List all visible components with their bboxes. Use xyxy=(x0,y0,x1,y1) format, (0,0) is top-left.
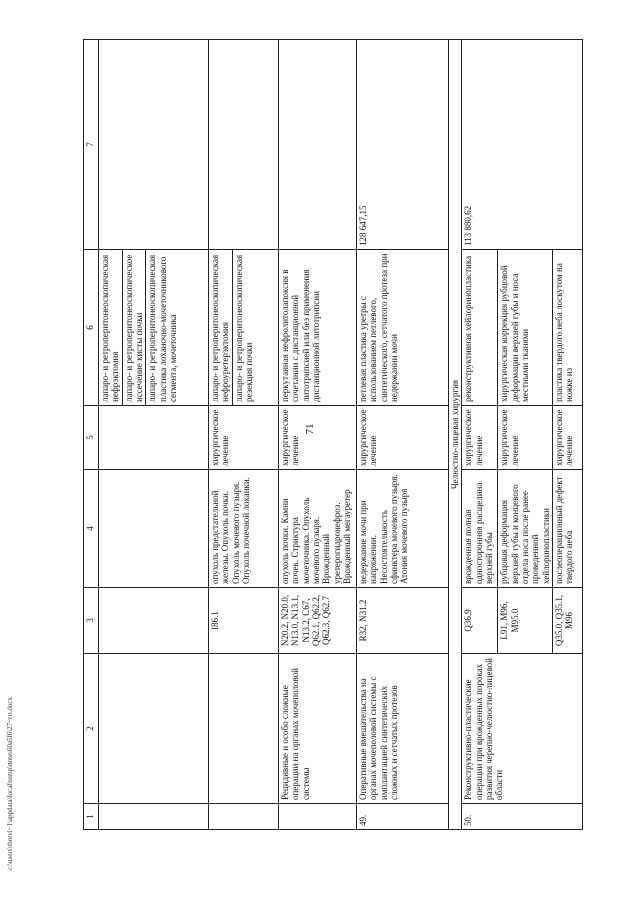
footer-file-path: c:\users\tbotvi~1\appdata\local\temp\notes60a5f6\27~гп.docx xyxy=(6,696,14,870)
price xyxy=(209,40,279,250)
table-row xyxy=(99,40,209,830)
methods-list xyxy=(99,250,179,405)
price: 113 880,62 xyxy=(462,40,583,250)
procedure-name: Рецидивные и особо сложные операции на органах мочеполовой системы xyxy=(279,654,357,804)
diagnosis: недержание мочи при напряжении. Несостоятельность сфинктера мочевого пузыря. Атония мочевого пузыря xyxy=(357,470,449,588)
col-1-header: 1 xyxy=(84,804,99,830)
row-number xyxy=(279,804,357,830)
diagnosis: опухоль почки. Камни почек. Стриктура мочеточника. Опухоль мочевого пузыря. Врожденный уретерогидронефроз. Врожденный мегауретер xyxy=(279,470,357,588)
section-header-row xyxy=(449,40,462,830)
method-item: лапаро- и ретроперитонеоскопическая пластика лоханочно-мочеточникового сегмента, мочеточника xyxy=(147,254,179,402)
col-7-header: 7 xyxy=(84,40,99,250)
treatment-type: хирургическое лечение xyxy=(357,406,449,470)
methods-list xyxy=(209,250,255,405)
col-2-header: 2 xyxy=(84,654,99,804)
row-number: 49. xyxy=(357,804,449,830)
method-item: пластика твердого неба лоскутом на ножке из xyxy=(553,250,583,406)
method-item: перкутанная нефролитолапоксия в сочетании с дистанционной литотрипсией или без применения дистанционной литотрипсии xyxy=(279,250,357,406)
icd-codes: N20.2, N20.0, N13.0, N13.1, N13.2, C67, Q62.1, Q62.2, Q62.3, Q62.7 xyxy=(279,588,357,654)
diagnosis: рубцовая деформация верхней губы и концевого отдела носа после ранее проведенной хейлоринопластики xyxy=(498,470,553,588)
procedure-name xyxy=(99,654,209,804)
treatment-type: хирургическое лечение xyxy=(498,406,553,470)
method-item: лапаро- и ретроперитонеоскопическая нефроуретерэктомия xyxy=(209,250,232,405)
method-item: лапаро- и ретроперитонеоскопическое иссечение кисты почки xyxy=(122,250,146,405)
treatment-type: хирургическое лечение xyxy=(462,406,498,470)
procedure-name: Оперативные вмешательства на органах мочеполовой системы с имплантацией синтетических сложных и сетчатых протезов xyxy=(357,654,449,804)
method-item: лапаро- и ретроперитонеоскопическая резекция почки xyxy=(233,254,255,402)
table-row xyxy=(279,40,357,830)
method-item: хирургическая коррекция рубцовой деформации верхней губы и носа местными тканями xyxy=(498,250,553,406)
icd-codes: Q35.0, Q35.1, M96 xyxy=(553,588,583,654)
procedures-table xyxy=(83,39,583,830)
col-5-header: 5 xyxy=(84,406,99,470)
row-number: 50. xyxy=(462,804,583,830)
procedure-name: Реконструктивно-пластические операции при врожденных пороках развития черепно-челюстно-лицевой области xyxy=(462,654,583,804)
method-item: лапаро- и ретроперитонеоскопическая нефрэктомия xyxy=(99,250,122,405)
page-number: 71 xyxy=(304,423,316,435)
treatment-type: хирургическое лечение xyxy=(279,406,357,470)
methods-cell xyxy=(99,250,209,406)
icd-codes: Q36.9 xyxy=(462,588,498,654)
price xyxy=(279,40,357,250)
table-row xyxy=(357,40,449,830)
column-number-row xyxy=(84,40,99,830)
col-4-header: 4 xyxy=(84,470,99,588)
procedure-name xyxy=(209,654,279,804)
icd-codes: L91, M96, M95.0 xyxy=(498,588,553,654)
col-6-header: 6 xyxy=(84,250,99,406)
diagnosis: послеоперационный дефект твердого неба xyxy=(553,470,583,588)
method-item: петлевая пластика уретры с использованием петлевого, синтетического, сетчатого протеза при недержании мочи xyxy=(357,250,449,406)
treatment-type: хирургическое лечение xyxy=(209,406,279,470)
price: 128 647,15 xyxy=(357,40,449,250)
row-number xyxy=(209,804,279,830)
table-row xyxy=(462,40,498,830)
methods-cell xyxy=(209,250,279,406)
diagnosis: опухоль предстательной железы. Опухоль почки. Опухоль мочевого пузыря. Опухоль почечной лоханки. xyxy=(209,470,279,588)
diagnosis xyxy=(99,470,209,588)
row-number xyxy=(99,804,209,830)
icd-codes: I86.1 xyxy=(209,588,279,654)
col-3-header: 3 xyxy=(84,588,99,654)
icd-codes xyxy=(99,588,209,654)
section-title: Челюстно-лицевая хирургия xyxy=(449,40,462,830)
method-item: реконструктивная хейлоринопластика xyxy=(462,250,498,406)
rotated-table-wrapper xyxy=(83,40,575,830)
price xyxy=(99,40,209,250)
icd-codes: R32, N31.2 xyxy=(357,588,449,654)
table-row xyxy=(209,40,279,830)
treatment-type: хирургическое лечение xyxy=(553,406,583,470)
diagnosis: врожденная полная односторонняя расщелина верхней губы xyxy=(462,470,498,588)
treatment-type xyxy=(99,406,209,470)
